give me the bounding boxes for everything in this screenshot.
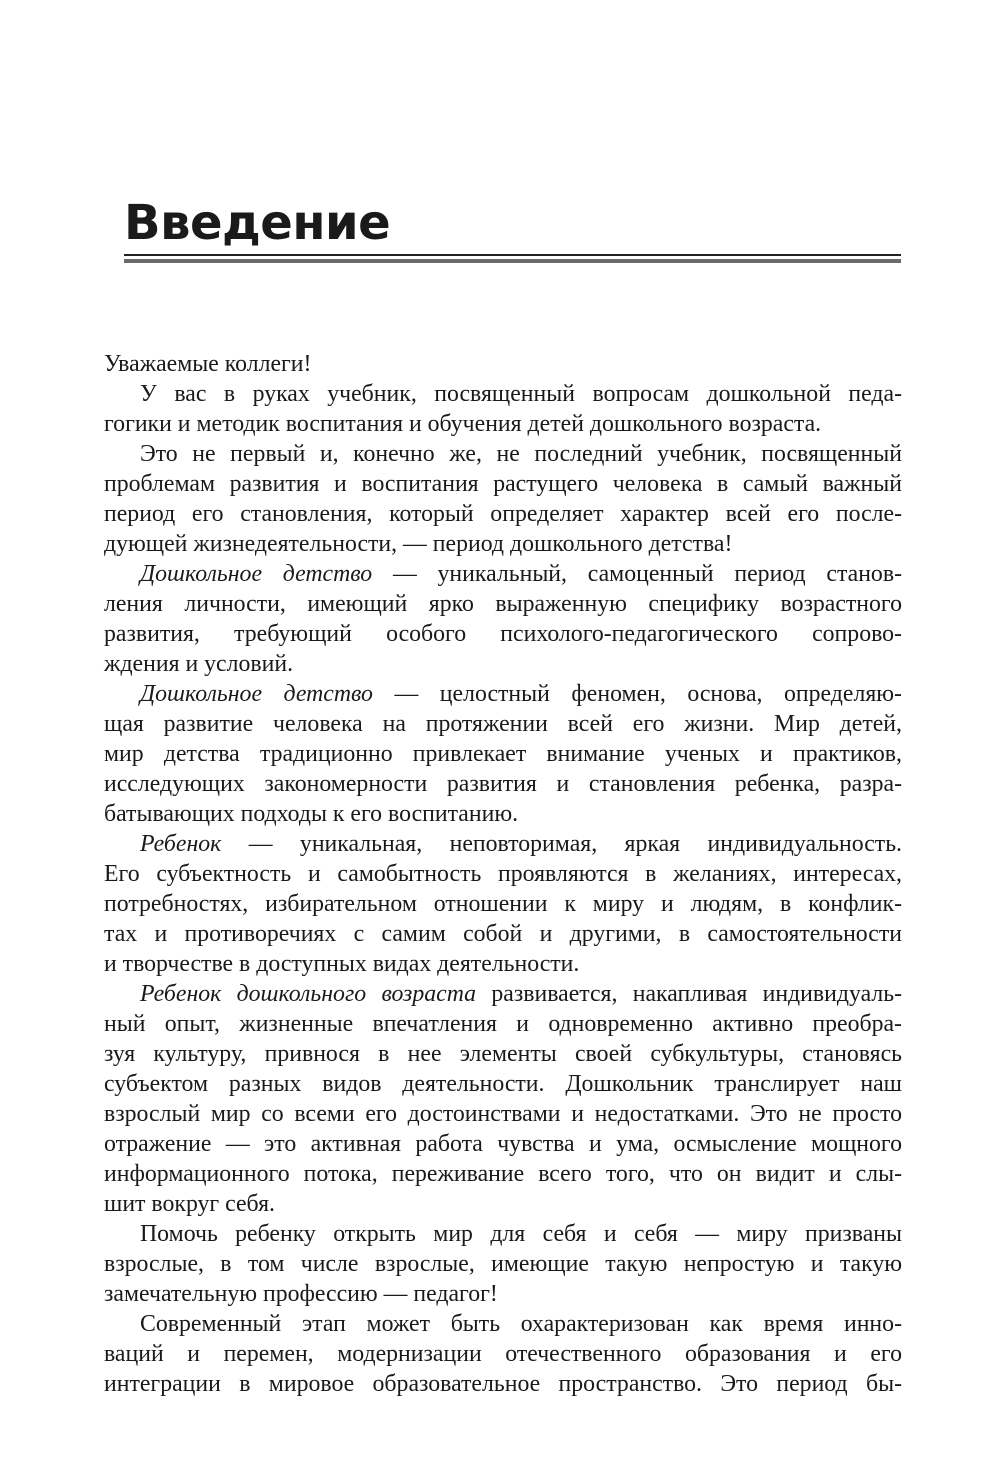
text-line: ваций и перемен, модернизации отечественного образования и его — [104, 1341, 902, 1367]
text-line: информационного потока, переживание всего того, что он видит и слы- — [104, 1161, 902, 1187]
text-line: батывающих подходы к его воспитанию. — [104, 801, 519, 827]
text-line: Это не первый и, конечно же, не последний учебник, посвященный — [140, 441, 902, 467]
text-line: отражение — это активная работа чувства и ума, осмысление мощного — [104, 1131, 902, 1157]
text-line: проблемам развития и воспитания растущего человека в самый важный — [104, 471, 902, 497]
text-line: взрослый мир со всеми его достоинствами и недостатками. Это не просто — [104, 1101, 902, 1127]
text-line: шит вокруг себя. — [104, 1191, 275, 1217]
text-line: мир детства традиционно привлекает внимание ученых и практиков, — [104, 741, 902, 767]
text-line: зуя культуру, привнося в нее элементы своей субкультуры, становясь — [104, 1041, 902, 1067]
paragraph-5 — [104, 829, 902, 979]
paragraph-8 — [104, 1309, 902, 1399]
text-line: субъектом разных видов деятельности. Дошкольник транслирует наш — [104, 1071, 902, 1097]
text-line: интеграции в мировое образовательное пространство. Это период бы- — [104, 1371, 902, 1397]
text-line: У вас в руках учебник, посвященный вопросам дошкольной педа- — [140, 381, 902, 407]
title-rule-thick-line — [124, 259, 901, 263]
text-line — [104, 559, 902, 589]
text-segment: — целостный феномен, основа, определяю- — [372, 681, 902, 707]
text-line — [104, 979, 902, 1009]
text-line: тах и противоречиях с самим собой и другими, в самостоятельности — [104, 921, 902, 947]
text-line: гогики и методик воспитания и обучения детей дошкольного возраста. — [104, 411, 822, 437]
text-line: исследующих закономерности развития и становления ребенка, разра- — [104, 771, 902, 797]
body-text — [104, 349, 902, 1399]
italic-term: Ребенок дошкольного возраста — [140, 981, 477, 1007]
paragraph-2 — [104, 439, 902, 559]
chapter-title: Введение — [124, 195, 391, 251]
text-line: и творчестве в доступных видах деятельности. — [104, 951, 580, 977]
paragraph-4 — [104, 679, 902, 829]
text-line: потребностях, избирательном отношении к миру и людям, в конфлик- — [104, 891, 902, 917]
text-line: Его субъектность и самобытность проявляются в желаниях, интересах, — [104, 861, 902, 887]
title-rule-thin-line — [124, 254, 901, 256]
text-line — [104, 679, 902, 709]
paragraph-6 — [104, 979, 902, 1219]
text-segment: — уникальная, неповторимая, яркая индивидуальность. — [221, 831, 902, 857]
paragraph-1 — [104, 379, 902, 439]
text-line: ждения и условий. — [104, 651, 294, 677]
paragraph-7 — [104, 1219, 902, 1309]
title-double-rule — [124, 254, 901, 266]
text-segment: развивается, накапливая индивидуаль- — [476, 981, 902, 1007]
text-line: Современный этап может быть охарактеризован как время инно- — [140, 1311, 902, 1337]
text-line: дующей жизнедеятельности, — период дошкольного детства! — [104, 531, 733, 557]
paragraph-3 — [104, 559, 902, 679]
text-line: взрослые, в том числе взрослые, имеющие такую непростую и такую — [104, 1251, 902, 1277]
text-line: щая развитие человека на протяжении всей его жизни. Мир детей, — [104, 711, 902, 737]
greeting-line: Уважаемые коллеги! — [104, 351, 312, 377]
text-line: Помочь ребенку открыть мир для себя и себя — миру призваны — [140, 1221, 902, 1247]
italic-term: Дошкольное детство — [140, 681, 373, 707]
italic-term: Дошкольное детство — [140, 561, 373, 587]
text-line — [104, 829, 902, 859]
greeting-paragraph — [104, 349, 902, 379]
text-line: развития, требующий особого психолого-педагогического сопрово- — [104, 621, 902, 647]
text-line: ный опыт, жизненные впечатления и одновременно активно преобра- — [104, 1011, 902, 1037]
text-line: период его становления, который определяет характер всей его после- — [104, 501, 902, 527]
italic-term: Ребенок — [140, 831, 222, 857]
text-line: ления личности, имеющий ярко выраженную специфику возрастного — [104, 591, 902, 617]
text-line: замечательную профессию — педагог! — [104, 1281, 498, 1307]
text-segment: — уникальный, самоценный период станов- — [372, 561, 902, 587]
